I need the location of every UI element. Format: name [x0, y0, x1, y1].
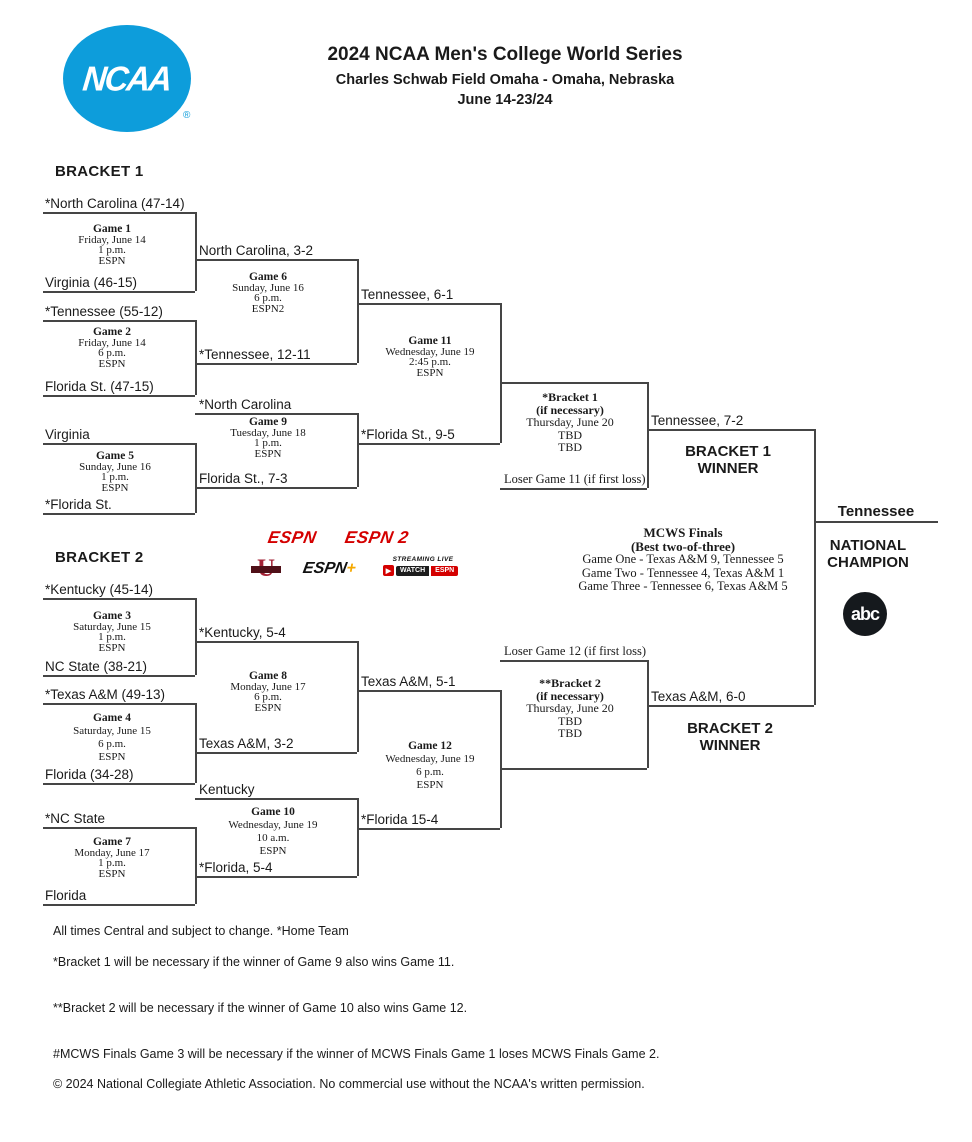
connector-line — [357, 413, 359, 487]
b2-g8-winner: Texas A&M, 5-1 — [361, 674, 456, 689]
game-title: Game 11 — [408, 335, 452, 347]
game-time: 1 p.m. — [98, 244, 126, 256]
game-time: 10 a.m. — [256, 832, 290, 844]
espnu-logo-band — [251, 566, 281, 573]
game-title: Game 12 — [408, 740, 452, 752]
connector-line — [195, 413, 357, 415]
footnote-bracket2: **Bracket 2 will be necessary if the winner of Game 10 also wins Game 12. — [53, 1001, 468, 1015]
streaming-live-label: STREAMING LIVE — [392, 556, 454, 563]
abc-logo — [843, 592, 887, 636]
game-title: Game 5 — [95, 450, 135, 462]
b2-g3-top-team: *Kentucky (45-14) — [45, 582, 154, 597]
game-network: ESPN — [98, 357, 126, 370]
game-date: Monday, June 17 — [230, 680, 306, 693]
game-title: Game 9 — [248, 416, 288, 428]
connector-line — [43, 703, 195, 705]
connector-line — [357, 641, 359, 752]
watch-espn-icon: ▶ — [383, 565, 394, 576]
b1-g2-bottom-team: Florida St. (47-15) — [45, 379, 154, 394]
game-network: TBD — [557, 726, 582, 740]
b2-g10-winner: *Florida 15-4 — [361, 812, 439, 827]
b2-g3-bottom-team: NC State (38-21) — [45, 659, 148, 674]
game-date: Wednesday, June 19 — [385, 345, 475, 358]
game-date: Wednesday, June 19 — [385, 753, 475, 765]
connector-line — [500, 382, 647, 384]
venue-subtitle: Charles Schwab Field Omaha - Omaha, Nebraska — [335, 72, 675, 88]
game-date: Sunday, June 16 — [79, 460, 151, 473]
b1-g5-info — [79, 451, 151, 493]
b2-g3-info — [73, 611, 151, 653]
b1-g6-info — [232, 272, 304, 314]
espnu-logo — [253, 555, 279, 583]
connector-line — [500, 690, 502, 828]
b1-g2-info — [78, 327, 145, 369]
ncaa-logo — [63, 25, 191, 132]
bracket2-heading: BRACKET 2 — [55, 549, 144, 566]
game-network: ESPN — [259, 845, 287, 857]
watch-label: WATCH — [396, 566, 429, 576]
connector-line — [195, 212, 197, 291]
game-network: ESPN — [98, 751, 126, 763]
game-date: Saturday, June 15 — [73, 725, 151, 737]
game-time: 2:45 p.m. — [409, 356, 451, 368]
connector-line — [195, 320, 197, 395]
b2-g10-top-team: Kentucky — [199, 782, 255, 797]
b2-g7-info — [74, 837, 149, 879]
game-time: 6 p.m. — [98, 347, 126, 359]
connector-line — [647, 382, 649, 488]
footnote-copyright: © 2024 National Collegiate Athletic Association. No commercial use without the NCAA's written permission. — [53, 1077, 645, 1091]
connector-line — [43, 827, 195, 829]
b2-g4-info — [73, 712, 151, 764]
connector-line — [43, 291, 195, 293]
game-time: 1 p.m. — [98, 631, 126, 643]
b1-g9-winner: *Florida St., 9-5 — [361, 427, 455, 442]
game-title: Game 4 — [92, 712, 131, 724]
connector-line — [500, 768, 647, 770]
abc-logo-text: abc — [850, 603, 880, 624]
footnote-bracket1: *Bracket 1 will be necessary if the winner of Game 9 also wins Game 11. — [53, 955, 455, 969]
b2-g4-winner: Texas A&M, 3-2 — [199, 736, 294, 751]
game-time: 1 p.m. — [101, 471, 129, 483]
connector-line — [647, 660, 649, 768]
connector-line — [195, 259, 357, 261]
espn2-logo: ESPN 2 — [343, 528, 411, 547]
connector-line — [195, 827, 197, 904]
b1-g9-info — [230, 417, 306, 459]
game-date: Friday, June 14 — [78, 336, 146, 349]
registered-mark-icon: ® — [183, 110, 191, 121]
game-title: *Bracket 1 — [542, 390, 598, 404]
connector-line — [357, 690, 500, 692]
bracket1-heading: BRACKET 1 — [55, 163, 144, 180]
b2-g10-info — [228, 806, 317, 858]
game-title: Game 3 — [92, 610, 131, 622]
game-network: TBD — [557, 440, 582, 454]
connector-line — [43, 443, 195, 445]
game-date: Thursday, June 20 — [526, 415, 614, 429]
b1-g1-winner: North Carolina, 3-2 — [199, 243, 314, 258]
connector-line — [500, 303, 502, 443]
connector-line — [43, 598, 195, 600]
game-network: ESPN — [254, 447, 282, 460]
game-time: TBD — [557, 427, 582, 442]
connector-line — [43, 395, 195, 397]
b2-g3-winner: *Kentucky, 5-4 — [199, 625, 286, 640]
game-title: Game 2 — [92, 326, 132, 338]
game-date: Thursday, June 20 — [526, 701, 614, 715]
connector-line — [43, 513, 195, 515]
game-date: Monday, June 17 — [74, 846, 150, 859]
game-date: Sunday, June 16 — [232, 281, 304, 294]
bracket1-winner-label: BRACKET 1 WINNER — [685, 443, 771, 477]
national-champion-label: NATIONAL CHAMPION — [827, 537, 909, 571]
connector-line — [195, 752, 357, 754]
game-network: ESPN — [98, 867, 126, 880]
b1-if-necessary-info — [526, 391, 614, 454]
watch-espn-label: ESPN — [431, 566, 458, 576]
b2-loser-note: Loser Game 12 (if first loss) — [504, 644, 646, 658]
connector-line — [647, 429, 814, 431]
game-network: ESPN — [254, 701, 282, 714]
connector-line — [357, 303, 500, 305]
espn-plus-word: ESPN — [301, 560, 349, 577]
connector-line — [43, 783, 195, 785]
b1-g2-top-team: *Tennessee (55-12) — [45, 304, 163, 319]
connector-line — [195, 798, 357, 800]
mcws-finals-summary — [578, 526, 787, 594]
b2-if-necessary-info — [526, 677, 614, 740]
connector-line — [647, 705, 814, 707]
game-time: 6 p.m. — [254, 292, 282, 304]
b1-g11-info — [385, 336, 474, 378]
connector-line — [43, 904, 195, 906]
game-subtitle: (if necessary) — [536, 402, 604, 417]
footnote-times: All times Central and subject to change. *Home Team — [53, 924, 349, 938]
game-title: Game 6 — [248, 271, 288, 283]
b2-winner-team: Texas A&M, 6-0 — [651, 689, 746, 704]
connector-line — [357, 259, 359, 363]
connector-line — [357, 443, 500, 445]
finals-subtitle: (Best two-of-three) — [630, 538, 736, 554]
game-time: 1 p.m. — [254, 437, 282, 449]
b1-g9-top-team: *North Carolina — [199, 397, 292, 412]
ncaa-logo-text: NCAA — [81, 58, 173, 98]
espn-plus-logo — [301, 560, 357, 578]
connector-line — [195, 363, 357, 365]
game-network: ESPN — [101, 481, 129, 494]
espn-logo: ESPN — [266, 528, 319, 547]
b1-g2-winner: *Tennessee, 12-11 — [199, 347, 311, 362]
b2-g7-bottom-team: Florida — [45, 888, 87, 903]
connector-line — [195, 443, 197, 513]
b1-g5-winner: Florida St., 7-3 — [199, 471, 288, 486]
connector-line — [195, 703, 197, 783]
connector-line — [43, 675, 195, 677]
connector-line — [43, 320, 195, 322]
game-title: **Bracket 2 — [539, 676, 601, 690]
game-network: ESPN — [416, 366, 444, 379]
finals-title: MCWS Finals — [643, 525, 723, 540]
connector-line — [195, 487, 357, 489]
b2-g12-info — [385, 740, 474, 792]
connector-line — [195, 876, 357, 878]
connector-line — [500, 660, 647, 662]
game-date: Friday, June 14 — [78, 233, 146, 246]
header — [280, 44, 730, 108]
connector-line — [195, 598, 197, 675]
game-title: Game 7 — [92, 836, 131, 848]
dates-subtitle: June 14-23/24 — [457, 92, 553, 108]
national-champion-team: Tennessee — [837, 503, 915, 520]
b2-g4-top-team: *Texas A&M (49-13) — [45, 687, 166, 702]
game-network: ESPN — [98, 254, 126, 267]
game-network: ESPN2 — [251, 302, 285, 315]
connector-line — [814, 521, 938, 523]
connector-line — [500, 488, 647, 490]
connector-line — [195, 641, 357, 643]
game-time: 6 p.m. — [98, 738, 126, 750]
connector-line — [357, 828, 500, 830]
game-time: 1 p.m. — [98, 857, 126, 869]
game-title: Game 10 — [251, 806, 295, 818]
b1-loser-note: Loser Game 11 (if first loss) — [504, 472, 646, 486]
finals-game-one: Game One - Texas A&M 9, Tennessee 5 — [582, 552, 784, 566]
bracket2-winner-label: BRACKET 2 WINNER — [687, 720, 773, 754]
game-network: ESPN — [98, 641, 126, 654]
b1-g1-info — [78, 224, 145, 266]
b1-winner-team: Tennessee, 7-2 — [651, 413, 744, 428]
game-date: Tuesday, June 18 — [230, 426, 306, 439]
b2-g7-winner: *Florida, 5-4 — [199, 860, 273, 875]
connector-line — [43, 212, 195, 214]
b1-g5-top-team: Virginia — [45, 427, 90, 442]
b1-g1-top-team: *North Carolina (47-14) — [45, 196, 185, 211]
b1-g1-bottom-team: Virginia (46-15) — [45, 275, 138, 290]
game-subtitle: (if necessary) — [536, 688, 604, 703]
b2-g7-top-team: *NC State — [45, 811, 106, 826]
game-date: Wednesday, June 19 — [228, 819, 318, 831]
game-title: Game 8 — [248, 670, 287, 682]
game-network: ESPN — [416, 779, 444, 791]
b1-g5-bottom-team: *Florida St. — [45, 497, 112, 512]
finals-game-two: Game Two - Tennessee 4, Texas A&M 1 — [581, 565, 785, 580]
finals-game-three: Game Three - Tennessee 6, Texas A&M 5 — [578, 579, 788, 593]
game-time: 6 p.m. — [416, 766, 444, 778]
game-title: Game 1 — [92, 223, 132, 235]
game-time: 6 p.m. — [254, 691, 282, 703]
watch-espn-logo — [383, 556, 463, 576]
espn-plus-sign: + — [345, 560, 358, 577]
connector-line — [357, 798, 359, 876]
footnote-finals-game3: #MCWS Finals Game 3 will be necessary if the winner of MCWS Finals Game 1 loses MCWS Finals Game 2. — [53, 1047, 660, 1061]
game-date: Saturday, June 15 — [73, 620, 151, 633]
b1-g6-winner: Tennessee, 6-1 — [361, 287, 454, 302]
game-time: TBD — [557, 713, 582, 728]
b2-g8-info — [230, 671, 305, 713]
b2-g4-bottom-team: Florida (34-28) — [45, 767, 134, 782]
page-title: 2024 NCAA Men's College World Series — [327, 44, 683, 65]
